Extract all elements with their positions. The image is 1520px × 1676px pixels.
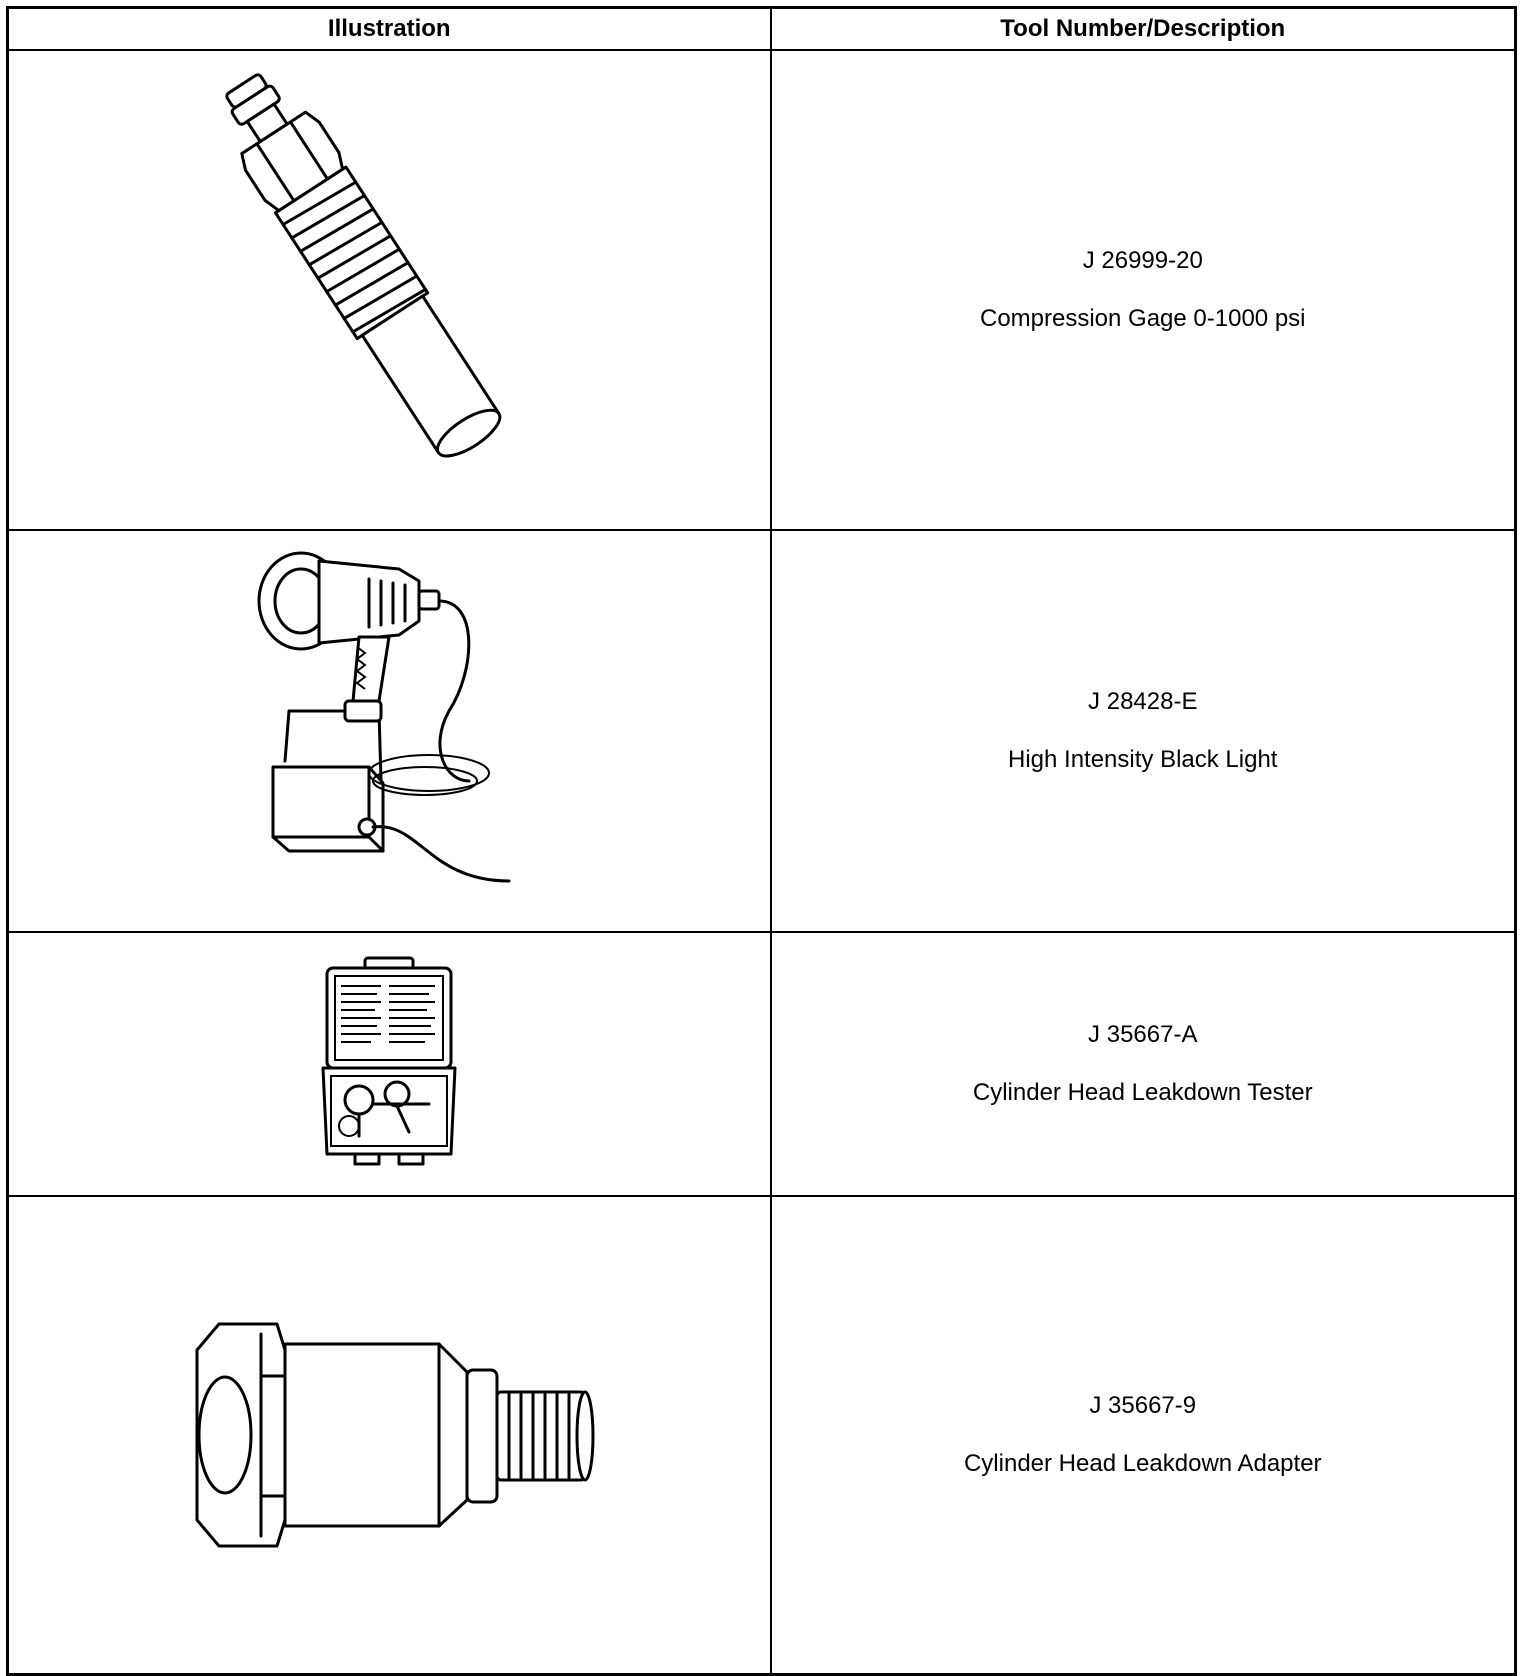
tool-description-cell (771, 50, 1516, 530)
tool-description-cell (771, 932, 1516, 1196)
special-tools-table (6, 6, 1517, 1676)
leakdown-tester-case-icon (319, 954, 459, 1174)
tool-description: High Intensity Black Light (1008, 746, 1278, 773)
black-light-icon (249, 551, 529, 911)
table-row (8, 50, 1516, 530)
illustration-cell (8, 1196, 771, 1675)
tool-number: J 28428-E (1088, 688, 1198, 715)
tool-description-cell (771, 530, 1516, 932)
tool-number: J 26999-20 (1082, 247, 1203, 274)
tool-description-cell (771, 1196, 1516, 1675)
tool-description: Compression Gage 0-1000 psi (979, 305, 1306, 332)
header-tool-description: Tool Number/Description (771, 8, 1516, 51)
header-illustration: Illustration (8, 8, 771, 51)
tool-description: Cylinder Head Leakdown Adapter (963, 1450, 1322, 1477)
table-row (8, 530, 1516, 932)
illustration-cell (8, 50, 771, 530)
tool-number: J 35667-9 (1089, 1392, 1197, 1419)
leakdown-adapter-icon (169, 1320, 609, 1550)
header-row (8, 8, 1516, 51)
tool-description: Cylinder Head Leakdown Tester (972, 1079, 1313, 1106)
tool-number: J 35667-A (1088, 1021, 1198, 1048)
compression-gage-adapter-icon (169, 65, 609, 515)
table-row (8, 932, 1516, 1196)
illustration-cell (8, 932, 771, 1196)
illustration-cell (8, 530, 771, 932)
table-row (8, 1196, 1516, 1675)
